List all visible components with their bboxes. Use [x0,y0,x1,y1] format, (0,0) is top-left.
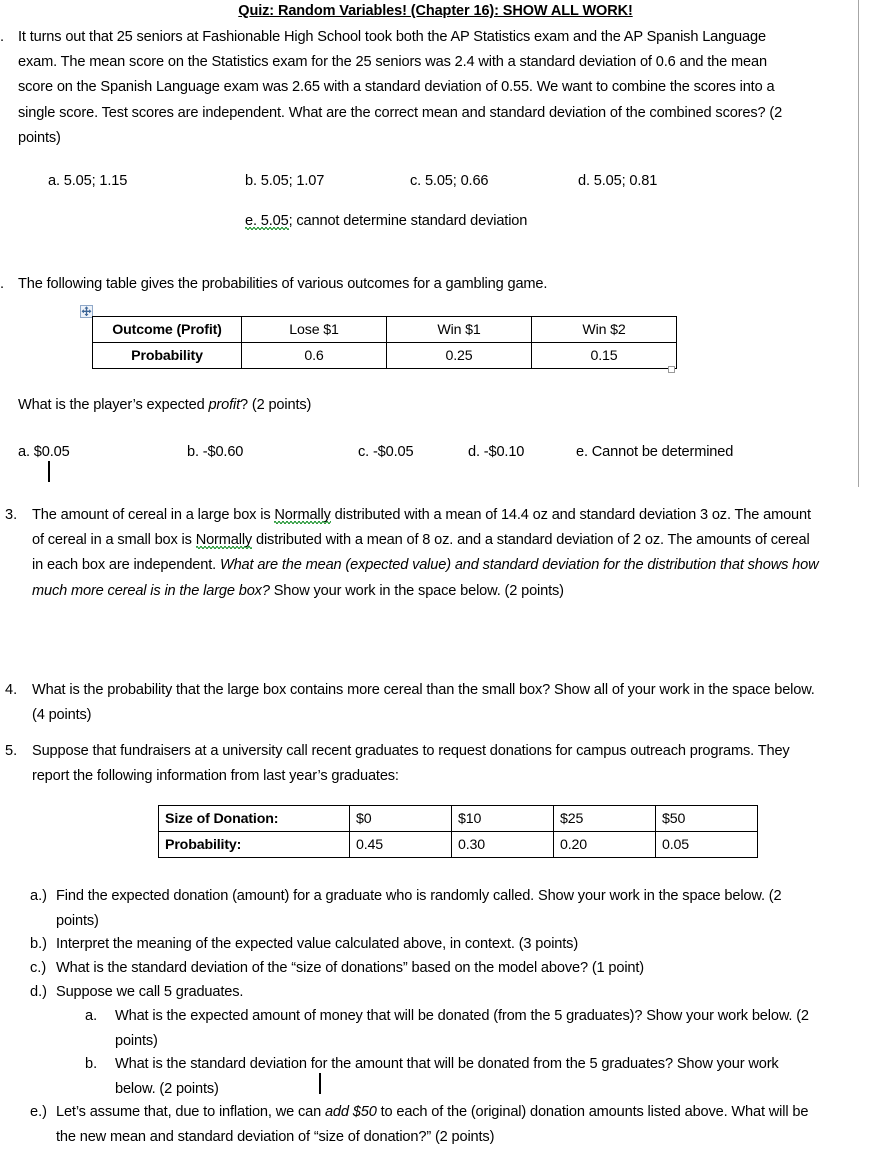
table-row [93,317,677,343]
question-3-seg-4: Show your work in the space below. (2 points) [269,582,564,599]
question-2-choice-c[interactable]: c. -$0.05 [358,444,414,460]
question-5-part-e-pre: Let’s assume that, due to inflation, we can [56,1104,325,1120]
table-cell: $25 [554,806,656,832]
question-3-emphasis: What are the mean (expected value) and standard deviation for the distribution that shows how much more cereal is in the large box? [32,557,819,599]
table-cell: Size of Donation: [159,806,350,832]
question-5-part-d-sub-b-label: b. [85,1056,98,1072]
table-cell: Probability [93,343,242,369]
question-5-part-b-label: b.) [30,936,48,952]
question-2-prompt-pre: What is the player’s expected [18,397,209,413]
question-1-number: . [0,29,5,45]
text-caret [319,1073,321,1094]
table-cell: 0.25 [387,343,532,369]
question-1-choice-b[interactable]: b. 5.05; 1.07 [245,173,325,189]
table-cell: 0.15 [532,343,677,369]
question-5-part-d-sub-a: What is the expected amount of money that will be donated (from the 5 graduates)? Show your work below. (2 points) [115,1008,809,1050]
table-cell: 0.30 [452,832,554,858]
table-cell: Outcome (Profit) [93,317,242,343]
question-1-choice-a[interactable]: a. 5.05; 1.15 [48,173,128,189]
question-1-choice-e[interactable] [245,210,527,232]
question-1-choice-e-misspelled: e. 5.05 [245,213,289,229]
table-cell: 0.05 [656,832,758,858]
table-cell: Win $2 [532,317,677,343]
table-cell: $50 [656,806,758,832]
table-resize-handle[interactable] [668,366,675,373]
question-3-seg-3: distributed with a mean of 8 oz. and a standard deviation of 2 oz. The amounts of cereal in each box are independent. [32,532,810,574]
question-5-part-d-sub-a-label: a. [85,1008,98,1024]
table-row [93,343,677,369]
donation-probability-table [158,805,758,858]
question-1-body: It turns out that 25 seniors at Fashionable High School took both the AP Statistics exam and the AP Spanish Language exam. The mean score on the Statistics exam for the 25 seniors was 2.4 with a standard deviation of 0.6 and the mean score on the Spanish Language exam was 2.65 with a standard deviation of 0.55. We want to combine the scores into a single score. Test scores are independent. What are the correct mean and standard deviation of the combined scores? (2 points) [18,29,783,146]
question-5-part-d-sub-b: What is the standard deviation for the amount that will be donated from the 5 graduates? Show your work below. (2 points) [115,1056,779,1098]
table-cell: Probability: [159,832,350,858]
question-5-number: 5. [5,743,18,759]
question-5-part-d: Suppose we call 5 graduates. [56,984,244,1000]
question-5-part-c-label: c.) [30,960,47,976]
table-cell: 0.6 [242,343,387,369]
question-5-part-e-post: to each of the (original) donation amounts listed above. What will be the new mean and standard deviation of “size of donation?” (2 points) [56,1104,809,1146]
question-2-choice-a[interactable]: a. $0.05 [18,444,70,460]
question-2-prompt-emphasis: profit [208,397,241,413]
table-row [159,806,758,832]
question-4-number: 4. [5,682,18,698]
question-2-prompt-post: ? (2 points) [240,397,312,413]
question-3-misspelled-1: Normally [274,507,331,523]
question-2-prompt [18,393,808,418]
question-3-seg-1: The amount of cereal in a large box is [32,507,275,523]
table-cell: Lose $1 [242,317,387,343]
question-5-part-e [56,1100,816,1150]
question-5-part-e-label: e.) [30,1104,48,1120]
question-4-body: What is the probability that the large box contains more cereal than the small box? Show all of your work in the space below. (4 points) [32,682,815,724]
question-5-part-c: What is the standard deviation of the “size of donations” based on the model above? (1 point) [56,960,645,976]
question-3-seg-2: distributed with a mean of 14.4 oz and standard deviation 3 oz. The amount of cereal in a small box is [32,507,811,549]
page-margin-guide [858,0,859,487]
question-2-choice-e[interactable]: e. Cannot be determined [576,444,734,460]
question-5-part-a-label: a.) [30,888,48,904]
table-cell: 0.45 [350,832,452,858]
question-2-intro: The following table gives the probabilities of various outcomes for a gambling game. [18,276,548,292]
text-caret [48,461,50,482]
question-2-choice-d[interactable]: d. -$0.10 [468,444,525,460]
question-3-body [32,503,822,604]
question-5-part-b: Interpret the meaning of the expected value calculated above, in context. (3 points) [56,936,579,952]
question-1-choice-e-rest: ; cannot determine standard deviation [288,213,528,229]
question-1-choice-c[interactable]: c. 5.05; 0.66 [410,173,489,189]
gambling-probability-table [92,316,677,369]
table-cell: $0 [350,806,452,832]
question-2-number: . [0,276,5,292]
table-row [159,832,758,858]
table-cell: Win $1 [387,317,532,343]
question-5-part-d-label: d.) [30,984,48,1000]
page-title: Quiz: Random Variables! (Chapter 16): SHOW ALL WORK! [238,3,633,19]
question-5-body: Suppose that fundraisers at a university call recent graduates to request donations for campus outreach programs. They report the following information from last year’s graduates: [32,743,790,785]
table-cell: 0.20 [554,832,656,858]
question-5-part-a: Find the expected donation (amount) for a graduate who is randomly called. Show your work in the space below. (2 points) [56,888,782,930]
table-cell: $10 [452,806,554,832]
question-2-choice-b[interactable]: b. -$0.60 [187,444,244,460]
question-3-misspelled-2: Normally [195,532,253,549]
question-1-choice-d[interactable]: d. 5.05; 0.81 [578,173,658,189]
question-5-part-e-emphasis: add $50 [324,1104,377,1120]
move-cross-icon [81,306,92,317]
question-3-number: 3. [5,507,18,523]
